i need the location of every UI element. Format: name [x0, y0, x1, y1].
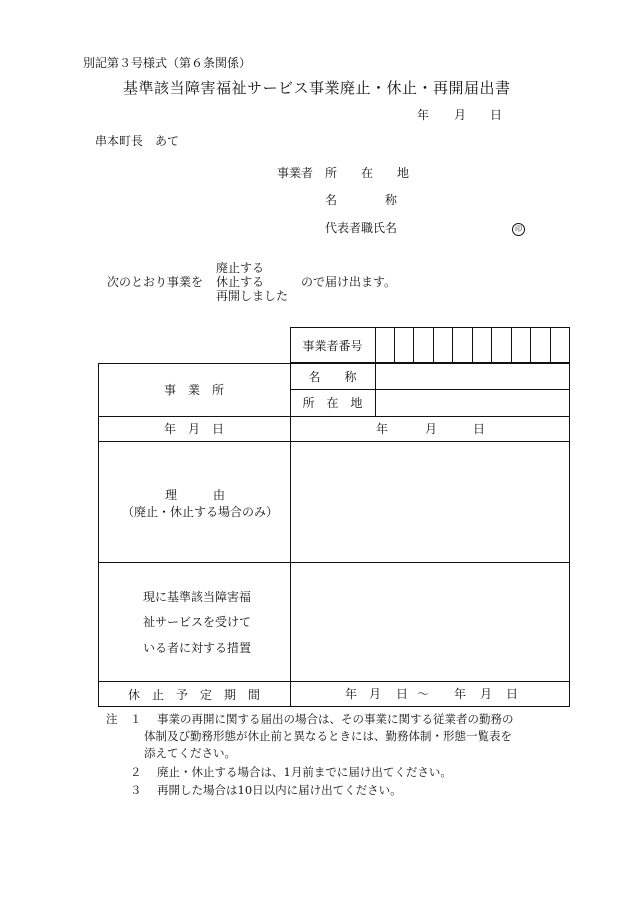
notice-option-suspend: 休止する [216, 275, 265, 289]
period-tilde: ～ [417, 687, 430, 701]
note-line: 再開した場合は10日以内に届け出てください。 [157, 783, 402, 797]
period-start-year: 年 [345, 687, 358, 701]
date-field-year: 年 [376, 422, 389, 436]
office-name-field[interactable] [375, 363, 570, 389]
measures-field[interactable] [290, 562, 570, 681]
note-number: １ [130, 712, 142, 726]
date-field-day: 日 [473, 422, 486, 436]
digit-box[interactable] [492, 327, 512, 363]
period-end-month: 月 [480, 687, 493, 701]
office-address-label: 所 在 地 [302, 396, 363, 410]
period-end-year: 年 [454, 687, 467, 701]
notice-option-abolish: 廃止する [216, 261, 265, 275]
form-label: 別記第３号様式（第６条関係） [83, 56, 252, 70]
addressee: 串本町長 あて [95, 134, 180, 148]
digit-box[interactable] [473, 327, 493, 363]
notice-option-resume: 再開しました [216, 289, 289, 303]
digit-box[interactable] [551, 327, 571, 363]
seal-mark [512, 221, 525, 236]
note-line: 添えてください。 [144, 746, 236, 760]
business-number-label: 事業者番号 [302, 338, 363, 353]
period-start-day: 日 [396, 687, 409, 701]
seal-icon: 印 [512, 223, 525, 236]
note-line: 廃止・休止する場合は、1月前までに届け出てください。 [157, 765, 452, 779]
digit-box[interactable] [395, 327, 415, 363]
period-end-day: 日 [506, 687, 519, 701]
reason-field[interactable] [290, 441, 570, 562]
notice-lead: 次のとおり事業を [107, 275, 204, 289]
applicant-rep-label: 代表者職氏名 [325, 221, 398, 235]
period-start-month: 月 [369, 687, 382, 701]
office-name-label: 名 称 [308, 369, 357, 384]
digit-box[interactable] [512, 327, 532, 363]
note-number: ２ [130, 765, 142, 779]
notice-trail: ので届け出ます。 [301, 275, 397, 289]
reason-label: 理 由 [165, 488, 226, 502]
applicant-prefix: 事業者 [277, 166, 314, 180]
date-month-label: 月 [454, 108, 467, 122]
digit-box[interactable] [531, 327, 551, 363]
period-label: 休 止 予 定 期 間 [127, 687, 260, 702]
period-field[interactable] [290, 681, 570, 707]
date-row-label: 年 月 日 [163, 422, 224, 436]
date-field[interactable] [290, 416, 570, 441]
notes-label: 注 [106, 712, 118, 726]
applicant-name-label: 名 称 [325, 193, 398, 207]
measures-label-cell [98, 562, 290, 681]
measures-label-line: 祉サービスを受けて [143, 615, 252, 629]
date-field-month: 月 [425, 422, 438, 436]
note-line: 体制及び勤務形態が休止前と異なるときには、勤務体制・形態一覧表を [144, 729, 512, 743]
measures-label-line: いる者に対する措置 [143, 641, 252, 655]
note-number: ３ [130, 783, 142, 797]
office-address-field[interactable] [375, 389, 570, 416]
office-label: 事 業 所 [163, 383, 224, 397]
digit-box[interactable] [414, 327, 434, 363]
date-year-label: 年 [417, 108, 430, 122]
applicant-address-label: 所 在 地 [325, 166, 410, 180]
reason-label-cell [98, 441, 290, 562]
digit-box[interactable] [434, 327, 454, 363]
digit-box[interactable] [453, 327, 473, 363]
page-title: 基準該当障害福祉サービス事業廃止・休止・再開届出書 [123, 79, 511, 97]
date-day-label: 日 [490, 108, 503, 122]
digit-box[interactable] [375, 327, 395, 363]
note-line: 事業の再開に関する届出の場合は、その事業に関する従業者の勤務の [157, 712, 514, 726]
reason-label-note: （廃止・休止する場合のみ） [122, 505, 279, 519]
measures-label-line: 現に基準該当障害福 [143, 590, 252, 604]
